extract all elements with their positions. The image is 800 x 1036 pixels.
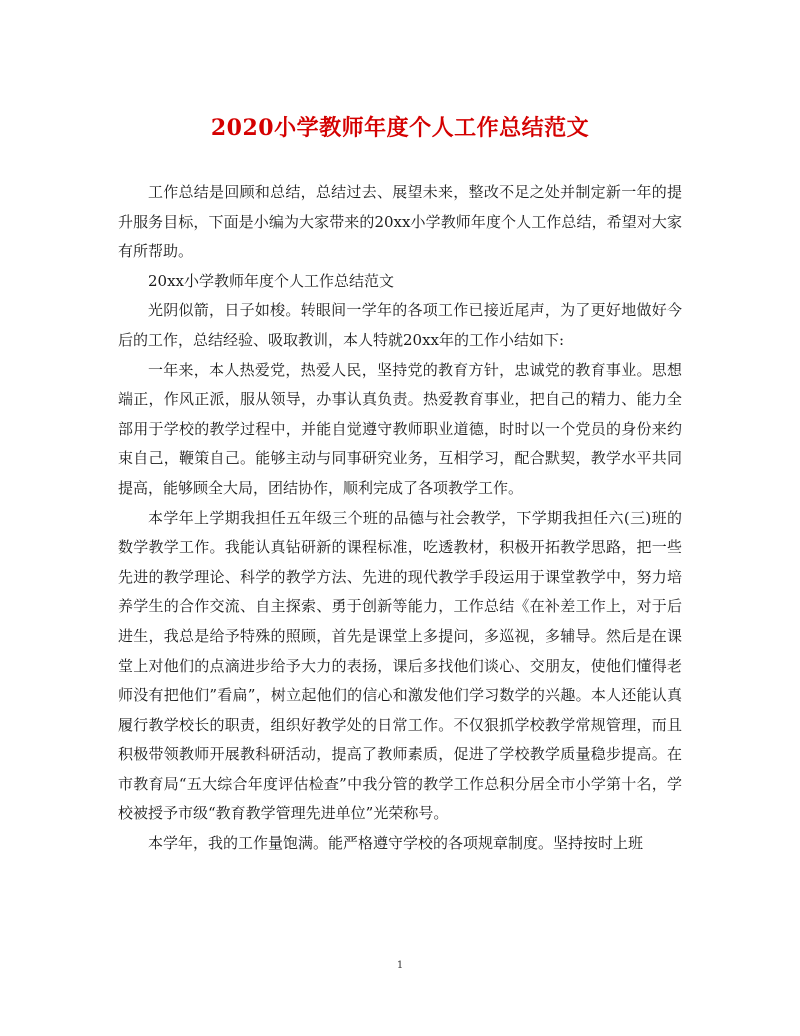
paragraph-workload: 本学年，我的工作量饱满。能严格遵守学校的各项规章制度。坚持按时上班 <box>148 834 644 853</box>
paragraph-subtitle: 20xx小学教师年度个人工作总结范文 <box>148 271 395 290</box>
paragraph-opening: 光阴似箭，日子如梭。转眼间一学年的各项工作已接近尾声，为了更好地做好今后的工作，总结经验、吸取教训，本人特就20xx年的工作小结如下: <box>118 301 682 349</box>
paragraph-attitude: 一年来，本人热爱党，热爱人民，坚持党的教育方针，忠诚党的教育事业。思想端正，作风正派，服从领导，办事认真负责。热爱教育事业，把自己的精力、能力全部用于学校的教学过程中，并能自觉遵守教师职业道德，时时以一个党员的身份来约束自己，鞭策自己。能够主动与同事研究业务，互相学习，配合默契，教学水平共同提高，能够顾全大局，团结协作，顺利完成了各项教学工作。 <box>118 360 682 497</box>
paragraph-intro: 工作总结是回顾和总结，总结过去、展望未来，整改不足之处并制定新一年的提升服务目标，下面是小编为大家带来的20xx小学教师年度个人工作总结，希望对大家有所帮助。 <box>118 183 682 261</box>
document-body <box>118 178 682 859</box>
paragraph-teaching: 本学年上学期我担任五年级三个班的品德与社会教学，下学期我担任六(三)班的数学教学工作。我能认真钻研新的课程标准，吃透教材，积极开拓教学思路，把一些先进的教学理论、科学的教学方法、先进的现代教学手段运用于课堂教学中，努力培养学生的合作交流、自主探索、勇于创新等能力，工作总结《在补差工作上，对于后进生，我总是给予特殊的照顾，首先是课堂上多提问，多巡视，多辅导。然后是在课堂上对他们的点滴进步给予大力的表扬，课后多找他们谈心、交朋友，使他们懂得老师没有把他们”看扁”，树立起他们的信心和激发他们学习数学的兴趣。本人还能认真履行教学校长的职责，组织好教学处的日常工作。不仅狠抓学校教学常规管理，而且积极带领教师开展教科研活动，提高了教师素质，促进了学校教学质量稳步提高。在市教育局“五大综合年度评估检查”中我分管的教学工作总积分居全市小学第十名，学校被授予市级“教育教学管理先进单位”光荣称号。 <box>118 508 682 823</box>
document-title: 2020小学教师年度个人工作总结范文 <box>210 115 590 141</box>
page-number: 1 <box>396 960 404 971</box>
